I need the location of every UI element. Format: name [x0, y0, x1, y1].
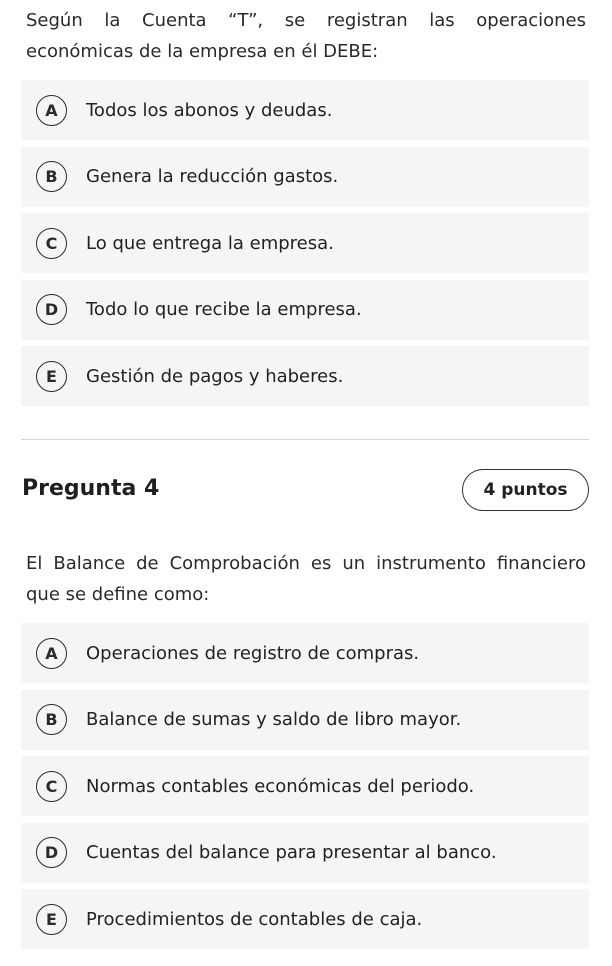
option-letter-badge: B	[36, 161, 67, 192]
option-text: Todo lo que recibe la empresa.	[86, 299, 362, 320]
option-letter-badge: E	[36, 361, 67, 392]
q3-option-d[interactable]	[21, 280, 589, 340]
option-letter-badge: C	[36, 771, 67, 802]
option-letter-badge: A	[36, 95, 67, 126]
option-letter-badge: D	[36, 294, 67, 325]
option-text: Gestión de pagos y haberes.	[86, 365, 344, 387]
q3-option-e[interactable]	[21, 346, 589, 406]
q3-option-a[interactable]	[21, 80, 589, 140]
option-text: Genera la reducción gastos.	[86, 166, 339, 187]
option-text: Operaciones de registro de compras.	[86, 642, 420, 664]
option-text: Cuentas del balance para presentar al banco.	[86, 842, 497, 863]
option-text: Procedimientos de contables de caja.	[86, 908, 423, 930]
option-letter-badge: E	[36, 904, 67, 935]
q4-option-c[interactable]	[21, 756, 589, 816]
option-letter-badge: D	[36, 837, 67, 868]
option-text: Normas contables económicas del periodo.	[86, 775, 475, 797]
section-divider	[21, 439, 589, 440]
question-3-prompt: Según la Cuenta “T”, se registran las operaciones económicas de la empresa en él DEBE:	[26, 10, 586, 62]
option-letter-badge: C	[36, 228, 67, 259]
points-badge: 4 puntos	[462, 469, 589, 511]
option-text: Balance de sumas y saldo de libro mayor.	[86, 709, 462, 730]
option-text: Lo que entrega la empresa.	[86, 232, 334, 254]
option-letter-badge: A	[36, 638, 67, 669]
q4-option-d[interactable]	[21, 823, 589, 883]
q4-option-e[interactable]	[21, 889, 589, 949]
question-4-prompt: El Balance de Comprobación es un instrumento financiero que se define como:	[26, 553, 586, 605]
q4-option-a[interactable]	[21, 623, 589, 683]
q3-option-b[interactable]	[21, 147, 589, 207]
question-4-options	[21, 623, 589, 956]
question-3-options	[21, 80, 589, 413]
option-text: Todos los abonos y deudas.	[86, 99, 333, 121]
question-4-title: Pregunta 4	[22, 476, 160, 501]
option-letter-badge: B	[36, 704, 67, 735]
q3-option-c[interactable]	[21, 213, 589, 273]
q4-option-b[interactable]	[21, 690, 589, 750]
